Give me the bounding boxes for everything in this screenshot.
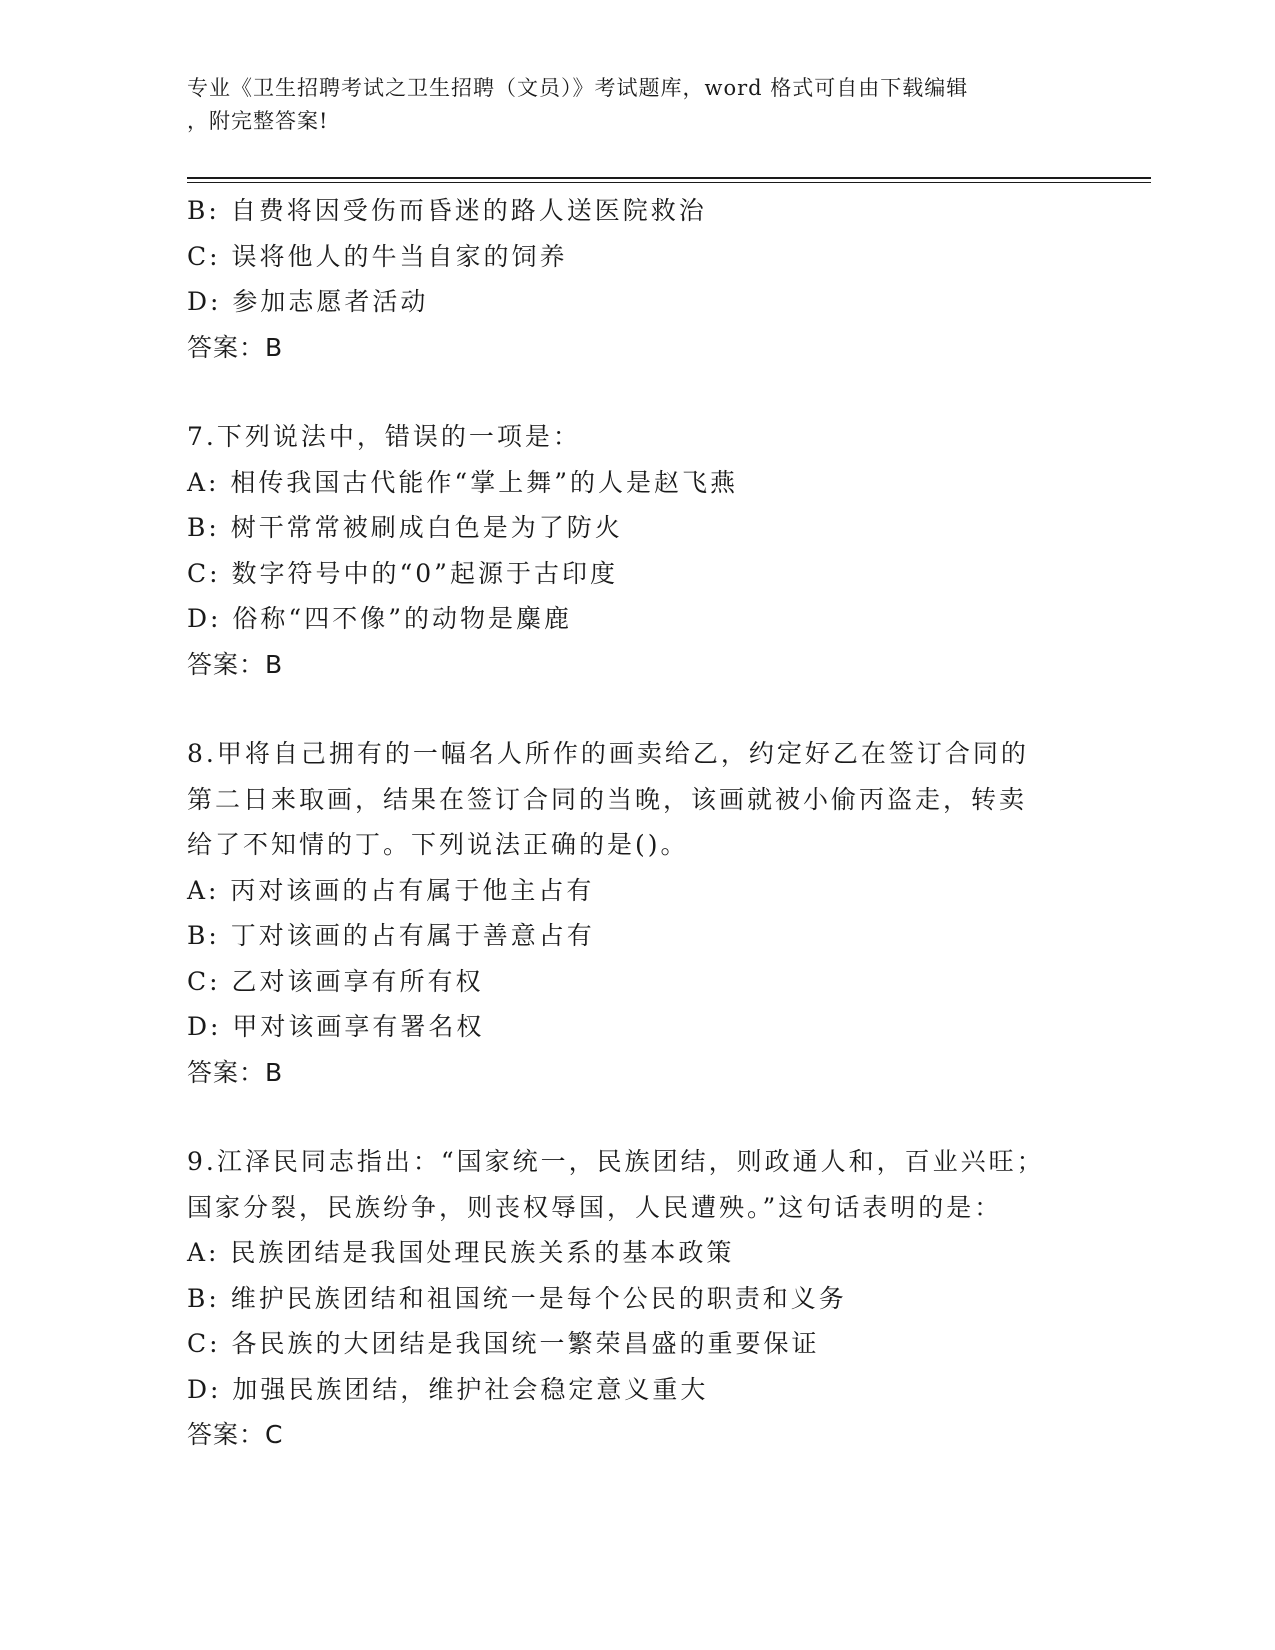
option-d: D: 甲对该画享有署名权 [187, 1012, 485, 1041]
question-stem: 8.甲将自己拥有的一幅名人所作的画卖给乙，约定好乙在签订合同的 [187, 739, 1029, 768]
option-d: D: 参加志愿者活动 [187, 287, 429, 316]
option-c: C: 乙对该画享有所有权 [187, 966, 484, 996]
option-d: D: 加强民族团结，维护社会稳定意义重大 [187, 1374, 709, 1404]
question-list [187, 188, 1087, 1458]
header-line-2: ，附完整答案! [187, 109, 329, 133]
answer-line: 答案：B [187, 332, 284, 362]
question-stem: 第二日来取画，结果在签订合同的当晚，该画就被小偷丙盗走，转卖 [187, 784, 1028, 814]
answer-line: 答案：B [187, 1057, 284, 1087]
option-d: D: 俗称“四不像”的动物是麋鹿 [187, 604, 572, 633]
question-stem: 7.下列说法中，错误的一项是： [187, 422, 581, 451]
option-b: B: 维护民族团结和祖国统一是每个公民的职责和义务 [187, 1283, 847, 1313]
option-c: C: 数字符号中的“0”起源于古印度 [187, 558, 618, 588]
question-stem: 给了不知情的丁。下列说法正确的是()。 [187, 830, 689, 859]
question-stem: 国家分裂，民族纷争，则丧权辱国，人民遭殃。”这句话表明的是： [187, 1192, 1003, 1222]
option-b: B: 树干常常被刷成白色是为了防火 [187, 513, 623, 542]
question-stem: 9.江泽民同志指出：“国家统一，民族团结，则政通人和，百业兴旺； [187, 1147, 1045, 1176]
option-c: C: 误将他人的牛当自家的饲养 [187, 241, 568, 271]
question-9 [187, 1139, 1087, 1458]
option-a: A: 民族团结是我国处理民族关系的基本政策 [187, 1238, 735, 1267]
option-a: A: 相传我国古代能作“掌上舞”的人是赵飞燕 [187, 467, 738, 497]
header-divider-thick [187, 177, 1151, 179]
option-c: C: 各民族的大团结是我国统一繁荣昌盛的重要保证 [187, 1329, 820, 1358]
answer-line: 答案：B [187, 649, 284, 679]
question-8 [187, 731, 1087, 1095]
answer-line: 答案：C [187, 1420, 284, 1449]
question-7 [187, 414, 1087, 687]
header-divider-thin [187, 182, 1151, 183]
document-header [187, 72, 1067, 138]
option-b: B: 丁对该画的占有属于善意占有 [187, 921, 595, 950]
header-line-1: 专业《卫生招聘考试之卫生招聘（文员）》考试题库，word 格式可自由下载编辑 [187, 76, 969, 100]
continued-question [187, 188, 1087, 370]
option-b: B: 自费将因受伤而昏迷的路人送医院救治 [187, 196, 707, 225]
option-a: A: 丙对该画的占有属于他主占有 [187, 875, 595, 905]
